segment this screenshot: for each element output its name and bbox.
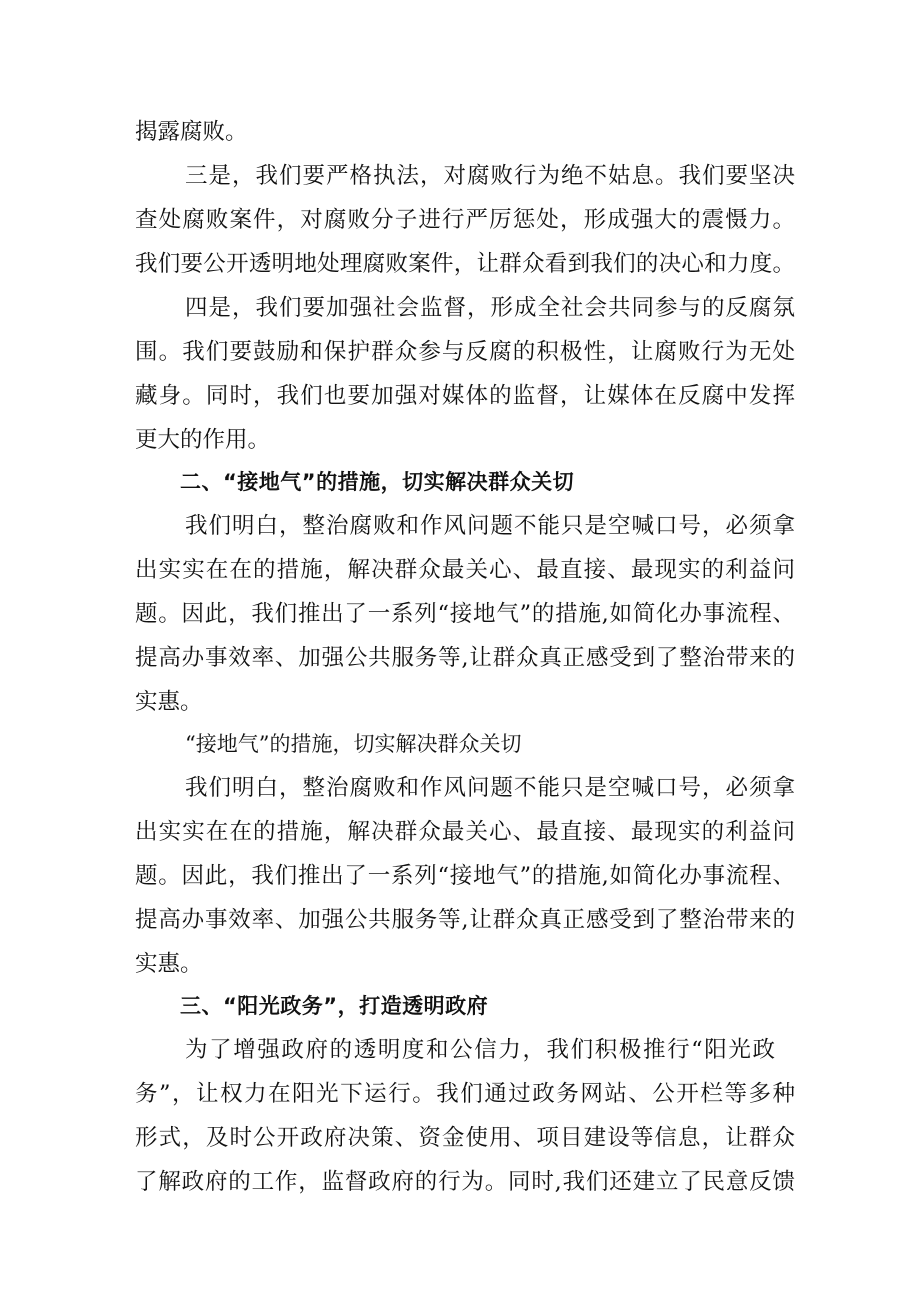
body-line: 提高办事效率、加强公共服务等,让群众真正感受到了整治带来的 (135, 645, 795, 671)
body-line: 形式，及时公开政府决策、资金使用、项目建设等信息，让群众 (135, 1125, 795, 1151)
body-line: 我们要公开透明地处理腐败案件，让群众看到我们的决心和力度。 (135, 251, 795, 277)
section-heading-two: 二、“接地气”的措施，切实解决群众关切 (180, 470, 575, 494)
paragraph-first-line: 我们明白，整治腐败和作风问题不能只是空喊口号，必须拿 (185, 513, 795, 539)
body-line: 实惠。 (135, 951, 203, 977)
paragraph-first-line: 三是，我们要严格执法，对腐败行为绝不姑息。我们要坚决 (185, 163, 795, 189)
body-line: 藏身。同时，我们也要加强对媒体的监督，让媒体在反腐中发挥 (135, 383, 795, 409)
body-line: 题。因此，我们推出了一系列“接地气”的措施,如简化办事流程、 (135, 601, 795, 627)
subheading: “接地气”的措施，切实解决群众关切 (185, 732, 522, 756)
body-line: 揭露腐败。 (135, 119, 248, 145)
paragraph-first-line: 我们明白，整治腐败和作风问题不能只是空喊口号，必须拿 (185, 775, 795, 801)
body-line: 围。我们要鼓励和保护群众参与反腐的积极性，让腐败行为无处 (135, 339, 795, 365)
body-line: 更大的作用。 (135, 427, 271, 453)
body-line: 出实实在在的措施，解决群众最关心、最直接、最现实的利益问 (135, 819, 795, 845)
body-line: 了解政府的工作，监督政府的行为。同时,我们还建立了民意反馈 (135, 1169, 795, 1195)
body-line: 务”，让权力在阳光下运行。我们通过政务网站、公开栏等多种 (135, 1081, 795, 1107)
paragraph-first-line: 四是，我们要加强社会监督，形成全社会共同参与的反腐氛 (185, 295, 795, 321)
body-line: 实惠。 (135, 689, 203, 715)
body-line: 提高办事效率、加强公共服务等,让群众真正感受到了整治带来的 (135, 907, 795, 933)
body-line: 题。因此，我们推出了一系列“接地气”的措施,如简化办事流程、 (135, 863, 795, 889)
body-line: 查处腐败案件，对腐败分子进行严厉惩处，形成强大的震慑力。 (135, 207, 795, 233)
section-heading-three: 三、“阳光政务”，打造透明政府 (180, 994, 489, 1018)
paragraph-first-line: 为了增强政府的透明度和公信力，我们积极推行“阳光政 (185, 1037, 775, 1063)
body-line: 出实实在在的措施，解决群众最关心、最直接、最现实的利益问 (135, 557, 795, 583)
